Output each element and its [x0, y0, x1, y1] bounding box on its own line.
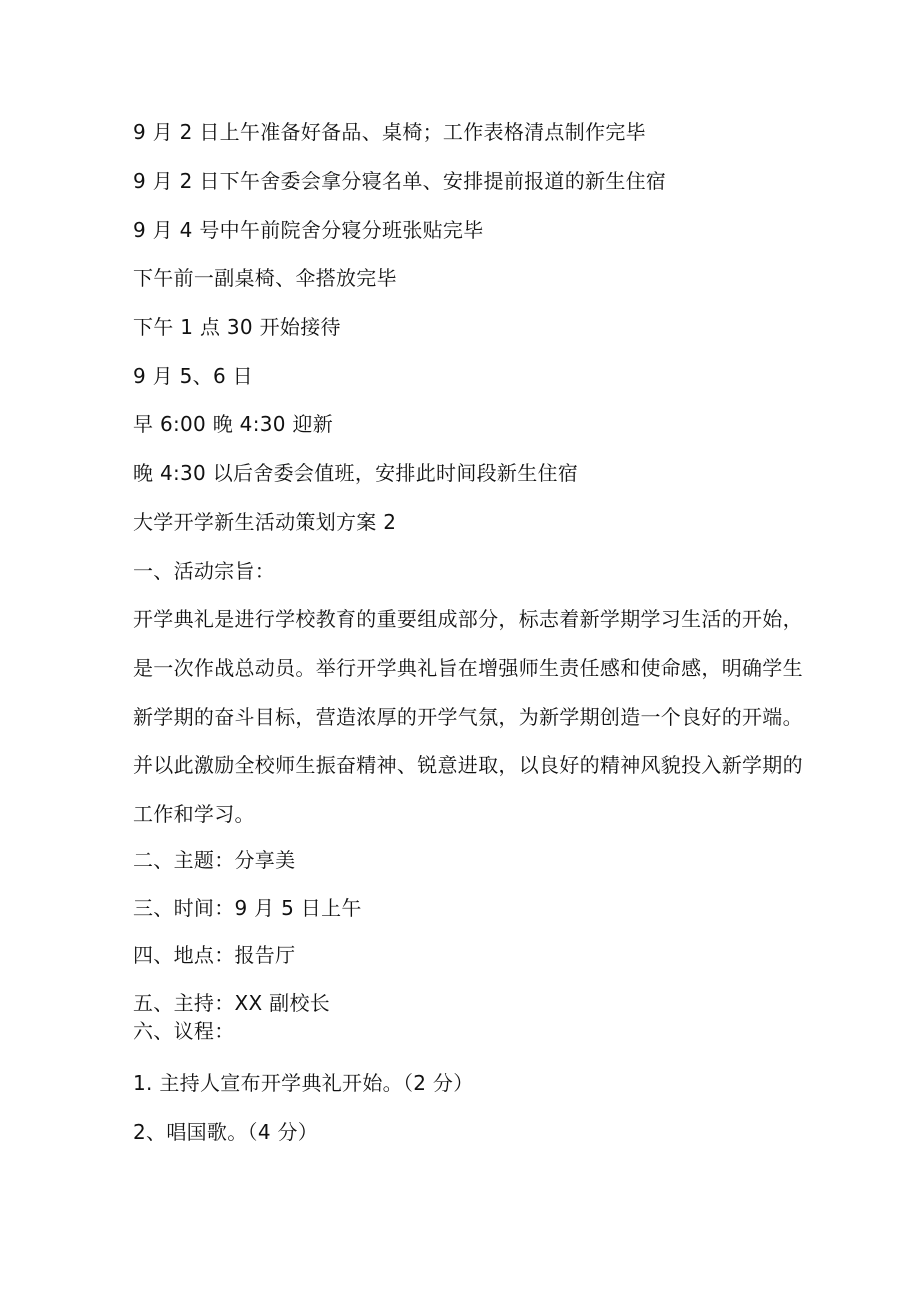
- heading-activity-purpose: 一、活动宗旨：: [133, 559, 276, 583]
- heading-agenda: 六、议程：: [133, 1019, 235, 1043]
- paragraph-line: 工作和学习。: [133, 802, 255, 826]
- schedule-line-reception-start: 下午 1 点 30 开始接待: [133, 315, 341, 339]
- paragraph-line: 并以此激励全校师生振奋精神、锐意进取，以良好的精神风貌投入新学期的: [133, 753, 803, 777]
- heading-time: 三、时间：9 月 5 日上午: [133, 896, 362, 920]
- paragraph-line: 开学典礼是进行学校教育的重要组成部分，标志着新学期学习生活的开始，: [133, 607, 803, 631]
- agenda-item: 1. 主持人宣布开学典礼开始。（2 分）: [133, 1071, 474, 1095]
- heading-theme: 二、主题：分享美: [133, 848, 296, 872]
- section-title-plan-2: 大学开学新生活动策划方案 2: [133, 510, 397, 534]
- paragraph-line: 是一次作战总动员。举行开学典礼旨在增强师生责任感和使命感，明确学生: [133, 656, 803, 680]
- agenda-item: 2、唱国歌。（4 分）: [133, 1120, 319, 1144]
- schedule-line-welcome-hours: 早 6:00 晚 4:30 迎新: [133, 412, 334, 436]
- schedule-line-evening-duty: 晚 4:30 以后舍委会值班，安排此时间段新生住宿: [133, 461, 579, 485]
- schedule-line-sep2-afternoon: 9 月 2 日下午舍委会拿分寝名单、安排提前报道的新生住宿: [133, 169, 667, 193]
- heading-location: 四、地点：报告厅: [133, 943, 296, 967]
- heading-host: 五、主持：XX 副校长: [133, 991, 331, 1015]
- paragraph-line: 新学期的奋斗目标，营造浓厚的开学气氛，为新学期创造一个良好的开端。: [133, 705, 803, 729]
- schedule-line-sep2-morning: 9 月 2 日上午准备好备品、桌椅；工作表格清点制作完毕: [133, 120, 646, 144]
- schedule-line-sep4-noon: 9 月 4 号中午前院舍分寝分班张贴完毕: [133, 218, 484, 242]
- schedule-line-sep5-6: 9 月 5、6 日: [133, 364, 253, 388]
- schedule-line-afternoon-setup: 下午前一副桌椅、伞搭放完毕: [133, 266, 397, 290]
